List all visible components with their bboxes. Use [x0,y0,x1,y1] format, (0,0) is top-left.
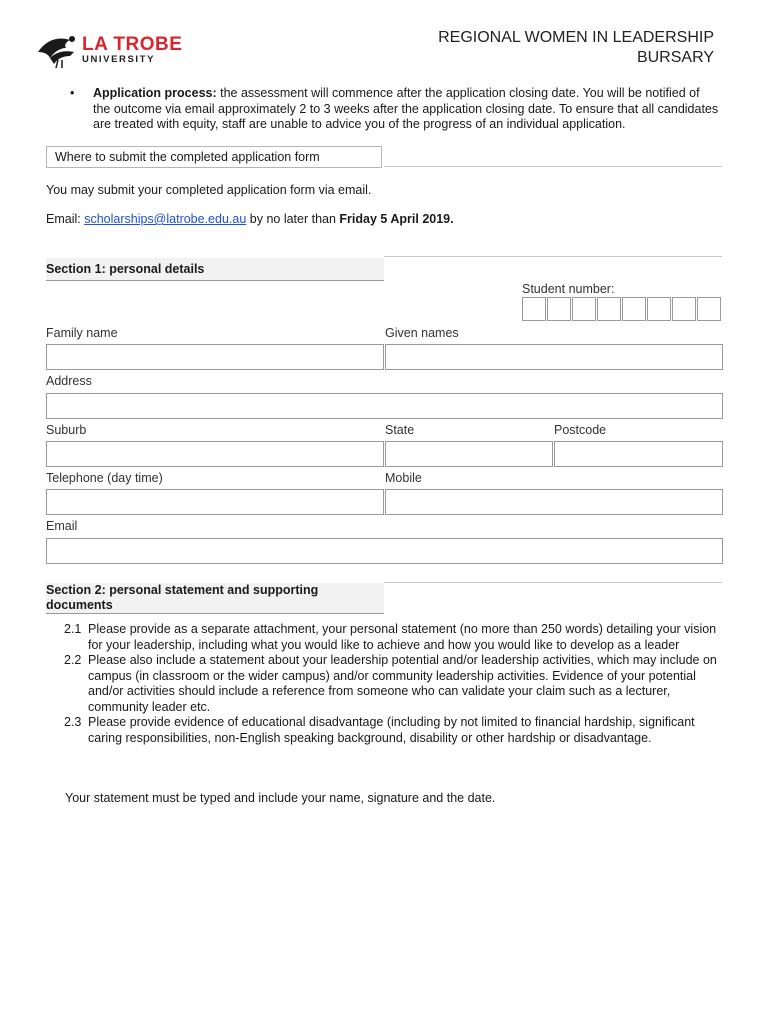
deadline: Friday 5 April 2019. [339,212,454,226]
section-2-heading-line-1: Section 2: personal statement and supporting [46,583,319,597]
list-item-text: Please provide as a separate attachment, your personal statement (no more than 250 words) detailing your vision for your leadership, including what you would like to achieve and how you would like to develop as a leader [88,622,717,652]
divider [384,582,722,583]
list-item-number: 2.3 [64,715,82,729]
student-number-digit[interactable] [647,297,671,321]
application-process-label: Application process: [93,86,217,100]
list-item [64,622,732,653]
statement-requirements: Your statement must be typed and include your name, signature and the date. [65,791,496,805]
submit-email-line [46,211,454,227]
student-number-label: Student number: [522,282,615,296]
state-field[interactable] [385,441,553,467]
divider [384,256,722,257]
logo-wordmark: LA TROBE [82,34,183,55]
title-line-2: BURSARY [636,49,714,66]
logo-subtitle: UNIVERSITY [82,54,156,65]
student-number-digit[interactable] [622,297,646,321]
mobile-field[interactable] [385,489,723,515]
email-label: Email [46,519,78,533]
suburb-label: Suburb [46,423,87,437]
family-name-field[interactable] [46,344,384,370]
given-names-label: Given names [385,326,459,340]
list-item [64,653,732,715]
student-number-digit[interactable] [547,297,571,321]
student-number-input[interactable] [522,297,722,321]
address-label: Address [46,374,92,388]
submit-instruction: You may submit your completed application form via email. [46,183,372,197]
list-item-text: Please also include a statement about your leadership potential and/or leadership activities, which may include on campus (in classroom or the wider campus) and/or community leadership activities. Evidence of your potential and/or activities should include a reference from someone who can validate your claim such as a lecturer, community leader etc. [88,653,717,714]
scholarships-email-link[interactable]: scholarships@latrobe.edu.au [84,212,247,226]
given-names-field[interactable] [385,344,723,370]
list-item [64,715,732,746]
email-prefix: Email: [46,212,85,226]
postcode-label: Postcode [554,423,607,437]
state-label: State [385,423,415,437]
student-number-digit[interactable] [522,297,546,321]
divider [384,166,722,167]
mobile-label: Mobile [385,471,422,485]
suburb-field[interactable] [46,441,384,467]
family-name-label: Family name [46,326,118,340]
section-2-heading [46,583,384,614]
title-line-1: REGIONAL WOMEN IN LEADERSHIP [438,29,714,46]
email-mid: by no later than [246,212,340,226]
student-number-digit[interactable] [597,297,621,321]
student-number-digit[interactable] [697,297,721,321]
supporting-documents-list [64,622,732,746]
list-item-number: 2.1 [64,622,82,636]
document-title [438,28,714,68]
section-2-heading-line-2: documents [46,598,113,612]
list-item-text: Please provide evidence of educational disadvantage (including by not limited to financial hardship, significant caring responsibilities, non-English speaking background, disability or other hardship or disadvantage. [88,715,695,745]
student-number-digit[interactable] [572,297,596,321]
student-number-digit[interactable] [672,297,696,321]
section-1-heading: Section 1: personal details [46,258,384,281]
bullet-marker: • [70,86,75,100]
list-item-number: 2.2 [64,653,82,667]
telephone-label: Telephone (day time) [46,471,163,485]
postcode-field[interactable] [554,441,723,467]
telephone-field[interactable] [46,489,384,515]
application-process-bullet [70,86,720,133]
email-field[interactable] [46,538,723,564]
application-process-text: the assessment will commence after the application closing date. You will be notified of the outcome via email approximately 2 to 3 weeks after the application closing date. To ensure that all candidates are treated with equity, staff are unable to advice you of the progress of an individual application. [93,86,719,131]
submit-info-box: Where to submit the completed application form [46,146,382,168]
address-field[interactable] [46,393,723,419]
